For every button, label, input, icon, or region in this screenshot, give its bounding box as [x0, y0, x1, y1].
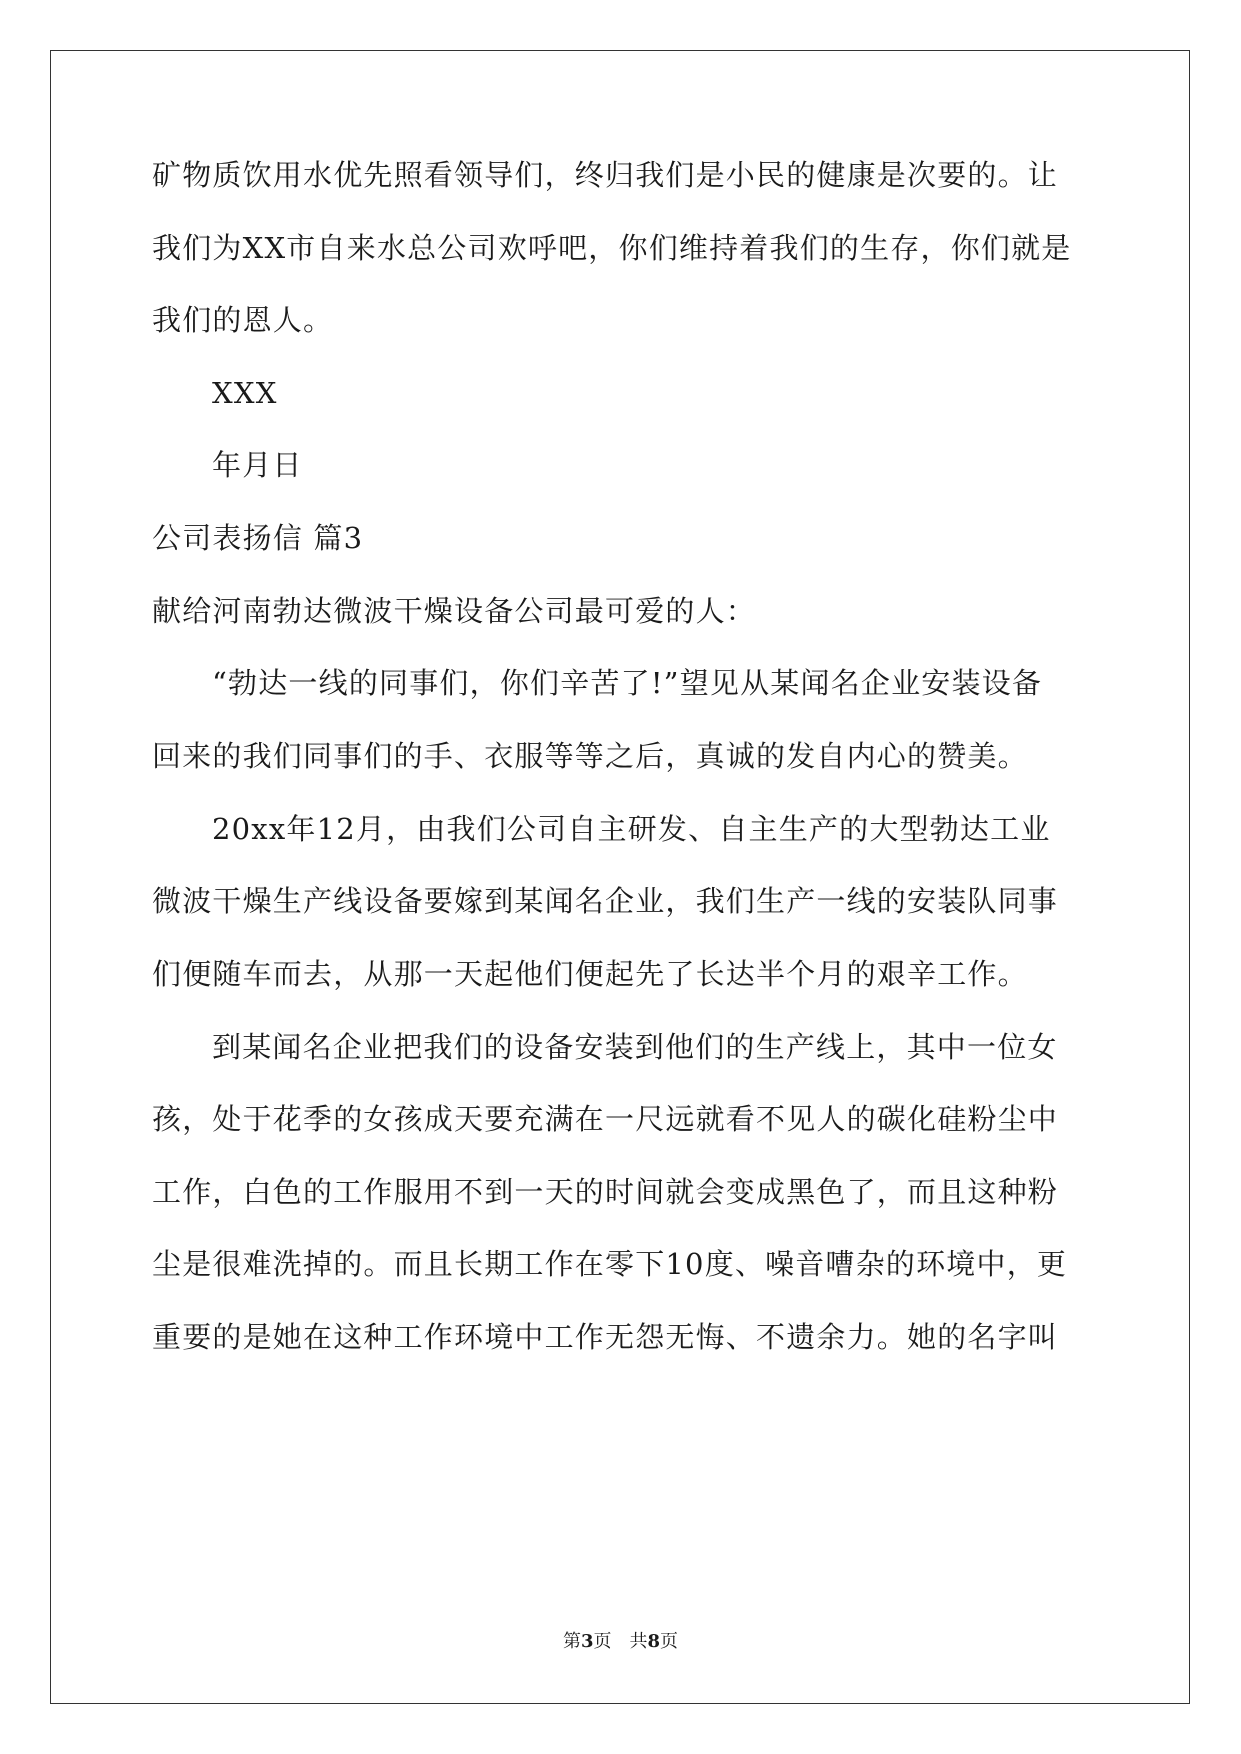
page-footer [0, 1631, 1241, 1653]
total-prefix: 共 [629, 1631, 648, 1652]
page-current: 3 [580, 1631, 594, 1652]
paragraph-line: 尘是很难洗掉的。而且长期工作在零下10度、噪音嘈杂的环境中，更 [152, 1247, 1068, 1281]
paragraph-line: 我们的恩人。 [152, 303, 334, 337]
paragraph-line: 微波干燥生产线设备要嫁到某闻名企业，我们生产一线的安装队同事 [152, 884, 1059, 918]
paragraph-line: 工作，白色的工作服用不到一天的时间就会变成黑色了，而且这种粉 [152, 1175, 1059, 1209]
salutation: 献给河南勃达微波干燥设备公司最可爱的人： [152, 594, 757, 628]
page-total: 8 [647, 1631, 661, 1652]
page-prefix: 第 [562, 1631, 581, 1652]
section-heading: 公司表扬信 篇3 [152, 521, 364, 555]
page-border [50, 50, 1190, 1704]
page-mid: 页 [593, 1631, 612, 1652]
paragraph-line: 20xx年12月，由我们公司自主研发、自主生产的大型勃达工业 [212, 812, 1051, 846]
paragraph-line: 到某闻名企业把我们的设备安装到他们的生产线上，其中一位女 [212, 1030, 1058, 1064]
paragraph-line: 们便随车而去，从那一天起他们便起先了长达半个月的艰辛工作。 [152, 957, 1028, 991]
paragraph-line: 回来的我们同事们的手、衣服等等之后，真诚的发自内心的赞美。 [152, 739, 1028, 773]
paragraph-line: 孩，处于花季的女孩成天要充满在一尺远就看不见人的碳化硅粉尘中 [152, 1102, 1059, 1136]
paragraph-line: 我们为XX市自来水总公司欢呼吧，你们维持着我们的生存，你们就是 [152, 231, 1072, 265]
paragraph-line: “勃达一线的同事们，你们辛苦了!”望见从某闻名企业安装设备 [212, 666, 1043, 700]
paragraph-line: 重要的是她在这种工作环境中工作无怨无悔、不遗余力。她的名字叫 [152, 1320, 1059, 1354]
total-suffix: 页 [660, 1631, 679, 1652]
signature-date: 年月日 [212, 448, 303, 482]
signature-name: XXX [212, 376, 278, 410]
paragraph-line: 矿物质饮用水优先照看领导们，终归我们是小民的健康是次要的。让 [152, 158, 1059, 192]
